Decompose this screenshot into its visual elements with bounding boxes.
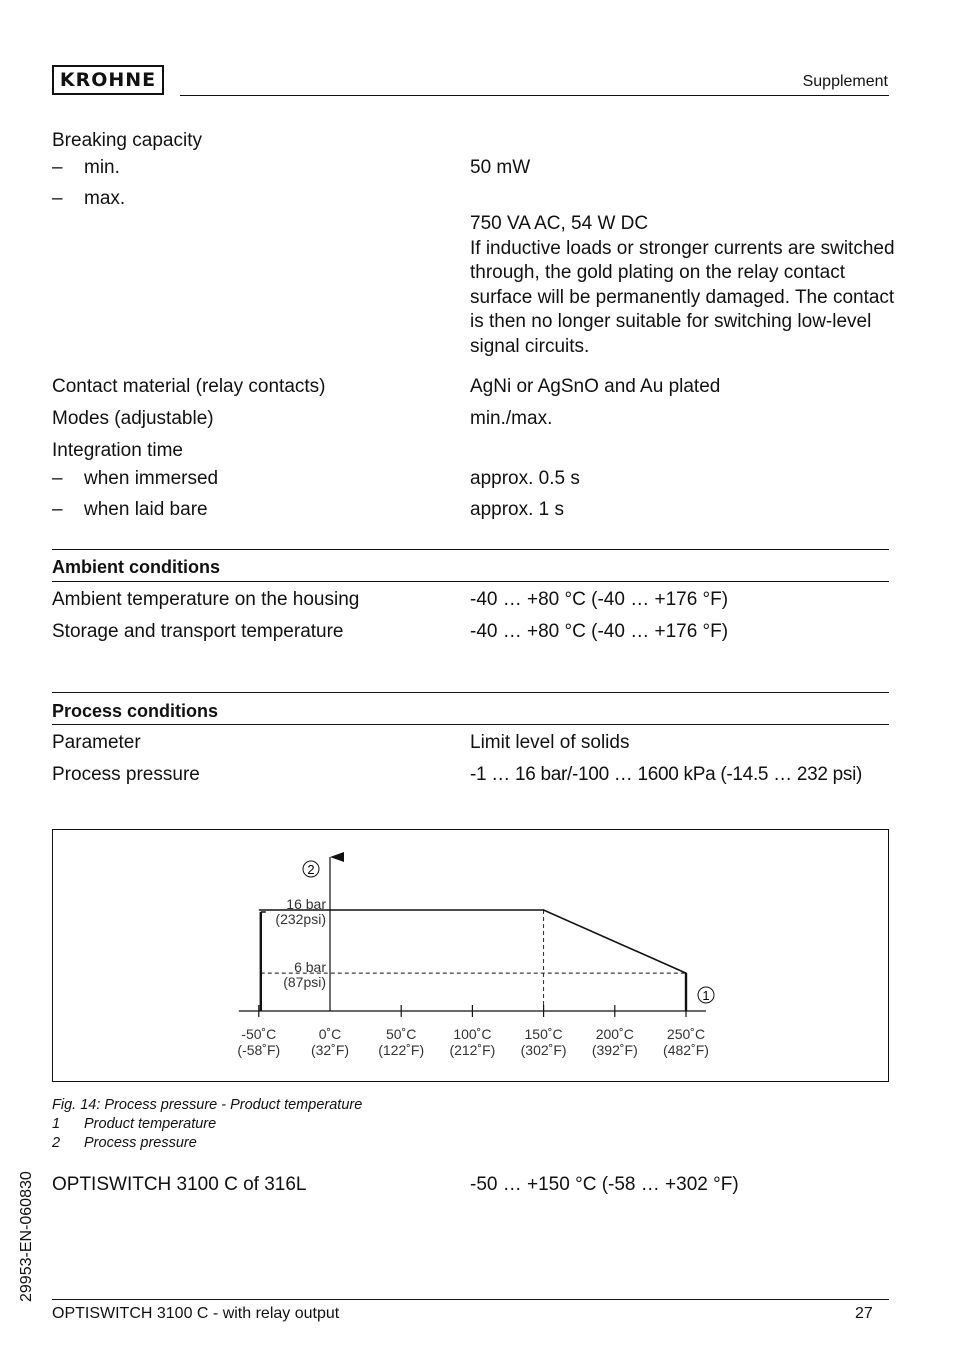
y-axis-marker [303, 861, 319, 877]
header-section-label: Supplement [802, 73, 888, 90]
x-tick-label: (122˚F) [378, 1042, 425, 1058]
x-tick-label: 0˚C [318, 1026, 342, 1042]
x-tick-label: (482˚F) [663, 1042, 709, 1058]
bullet-dash: – [52, 468, 63, 489]
max-label: max. [84, 188, 126, 209]
max-value: 750 VA AC, 54 W DC [470, 213, 649, 234]
breaking-capacity-label: Breaking capacity [52, 130, 202, 151]
x-tick-label: (392˚F) [591, 1042, 638, 1058]
x-axis-marker [698, 987, 714, 1003]
parameter-value: Limit level of solids [470, 732, 630, 753]
bullet-dash: – [52, 157, 63, 178]
ambient-conditions-heading: Ambient conditions [52, 557, 220, 577]
storage-temp-label: Storage and transport temperature [52, 621, 344, 642]
housing-temp-label: Ambient temperature on the housing [52, 589, 360, 610]
optiswitch-temp-value: -50 … +150 °C (-58 … +302 °F) [470, 1174, 739, 1195]
housing-temp-value: -40 … +80 °C (-40 … +176 °F) [470, 589, 729, 610]
process-pressure-value: -1 … 16 bar/-100 … 1600 kPa (-14.5 … 232 psi) [470, 764, 863, 785]
storage-temp-value: -40 … +80 °C (-40 … +176 °F) [470, 621, 729, 642]
x-tick-label: -50˚C [241, 1026, 277, 1042]
laid-bare-value: approx. 1 s [470, 499, 564, 520]
pressure-temperature-chart [52, 829, 889, 1082]
krohne-logo: KROHNE [52, 65, 164, 95]
min-value: 50 mW [470, 157, 531, 178]
page-number: 27 [855, 1305, 873, 1322]
x-tick-label: 50˚C [386, 1026, 417, 1042]
integration-time-label: Integration time [52, 440, 183, 461]
process-conditions-heading: Process conditions [52, 701, 219, 721]
x-tick-label: 150˚C [524, 1026, 563, 1042]
immersed-value: approx. 0.5 s [470, 468, 580, 489]
y-tick-label: 6 bar [294, 959, 326, 976]
section-rule [52, 724, 889, 725]
immersed-label: when immersed [84, 468, 219, 489]
data-point [329, 909, 331, 911]
footer-rule [52, 1299, 889, 1300]
legend-number: 1 [52, 1116, 61, 1132]
legend-text: Product temperature [84, 1116, 217, 1132]
header-rule [180, 95, 889, 96]
process-pressure-label: Process pressure [52, 764, 200, 785]
y-axis-marker-label: 2 [307, 862, 315, 877]
legend-text: Process pressure [84, 1135, 197, 1151]
legend-number: 2 [52, 1135, 61, 1151]
modes-label: Modes (adjustable) [52, 408, 214, 429]
contact-material-value: AgNi or AgSnO and Au plated [470, 376, 721, 397]
section-rule [52, 549, 889, 550]
y-tick-label: (232psi) [275, 911, 326, 927]
document-code: 29953-EN-060830 [18, 1171, 35, 1302]
x-tick-label: (302˚F) [520, 1042, 567, 1058]
optiswitch-material-label: OPTISWITCH 3100 C of 316L [52, 1174, 307, 1195]
x-axis-marker-label: 1 [702, 988, 710, 1003]
parameter-label: Parameter [52, 732, 141, 753]
x-tick-label: 200˚C [595, 1026, 634, 1042]
laid-bare-label: when laid bare [84, 499, 208, 520]
x-tick-label: (32˚F) [310, 1042, 350, 1058]
x-tick-label: 250˚C [666, 1026, 706, 1042]
section-rule [52, 581, 889, 582]
min-label: min. [84, 157, 120, 178]
footer-title: OPTISWITCH 3100 C - with relay output [52, 1305, 340, 1322]
figure-caption: Fig. 14: Process pressure - Product temperature [52, 1097, 363, 1113]
bullet-dash: – [52, 499, 63, 520]
section-rule [52, 692, 889, 693]
x-tick-label: 100˚C [453, 1026, 492, 1042]
data-point [543, 909, 545, 911]
data-point [685, 972, 687, 974]
modes-value: min./max. [470, 408, 553, 429]
max-value-block [470, 212, 900, 359]
contact-material-label: Contact material (relay contacts) [52, 376, 326, 397]
x-tick-label: (212˚F) [449, 1042, 496, 1058]
max-note: If inductive loads or stronger currents are switched through, the gold plating on the relay contact surface will be permanently damaged. The contact is then no longer suitable for switching low-level signal circuits. [470, 237, 895, 357]
y-tick-label: 16 bar [286, 896, 326, 912]
bullet-dash: – [52, 188, 63, 209]
y-tick-label: (87psi) [283, 974, 326, 991]
x-tick-label: (-58˚F) [237, 1042, 281, 1058]
